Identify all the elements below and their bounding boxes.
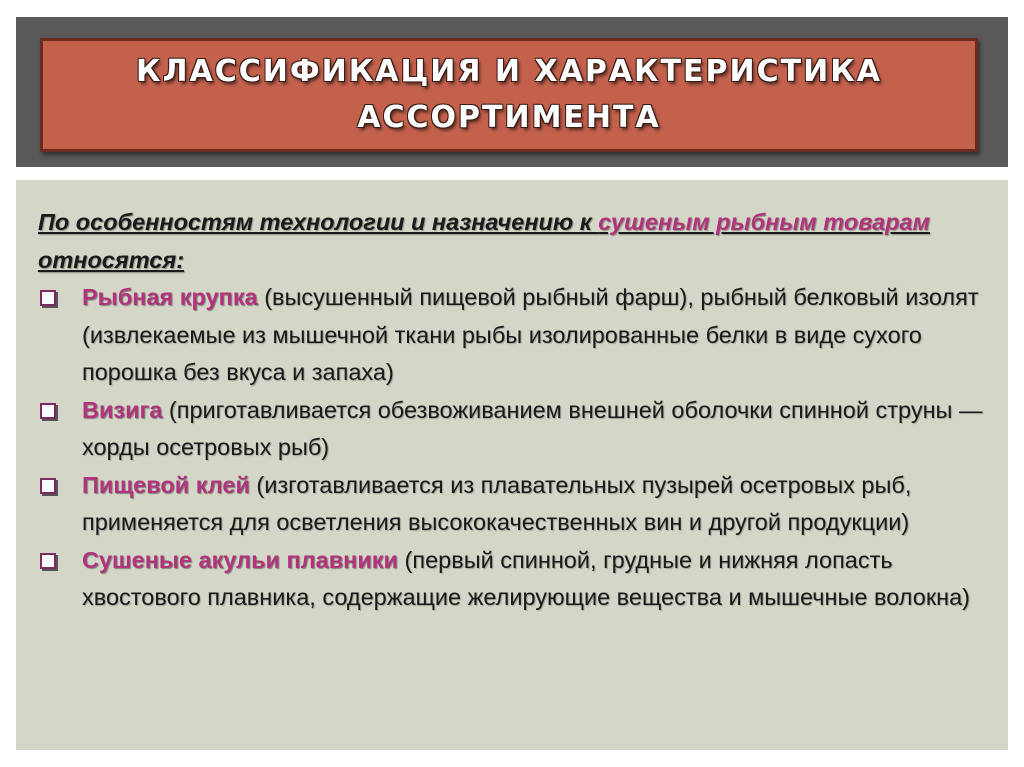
content-box	[16, 180, 1008, 750]
checkbox-square-icon	[40, 478, 56, 494]
list-item	[38, 467, 993, 542]
item-desc: (приготавливается обезвоживанием внешней оболочки спинной струны — хорды осетровых рыб)	[82, 396, 983, 460]
list-item	[38, 392, 993, 467]
item-desc: (первый спинной, грудные и нижняя лопасть хвостового плавника, содержащие желирующие вещества и мышечные волокна)	[82, 546, 970, 610]
item-term: Сушеные акульи плавники	[82, 546, 398, 573]
title-box	[40, 38, 978, 152]
item-desc: (изготавливается из плавательных пузырей осетровых рыб, применяется для осветления высококачественных вин и другой продукции)	[82, 471, 912, 535]
item-term: Визига	[82, 396, 163, 423]
checkbox-square-icon	[40, 290, 56, 306]
item-list	[38, 279, 993, 617]
item-term: Рыбная крупка	[82, 284, 258, 310]
checkbox-square-icon	[40, 403, 56, 419]
item-desc: (высушенный пищевой рыбный фарш), рыбный белковый изолят (извлекаемые из мышечной ткани рыбы изолированные белки в виде сухого порошка без вкуса и запаха)	[82, 284, 979, 385]
list-item	[38, 279, 993, 392]
checkbox-square-icon	[40, 553, 56, 569]
intro-highlight: сушеным рыбным товарам	[598, 209, 930, 235]
slide-title: КЛАССИФИКАЦИЯ И ХАРАКТЕРИСТИКА АССОРТИМЕНТА	[136, 54, 882, 135]
intro-text	[38, 204, 993, 279]
list-item	[38, 542, 993, 617]
content-body	[38, 204, 993, 617]
item-term: Пищевой клей	[82, 471, 250, 498]
intro-part2: относятся:	[38, 246, 185, 273]
intro-part1: По особенностям технологии и назначению к	[38, 209, 599, 235]
